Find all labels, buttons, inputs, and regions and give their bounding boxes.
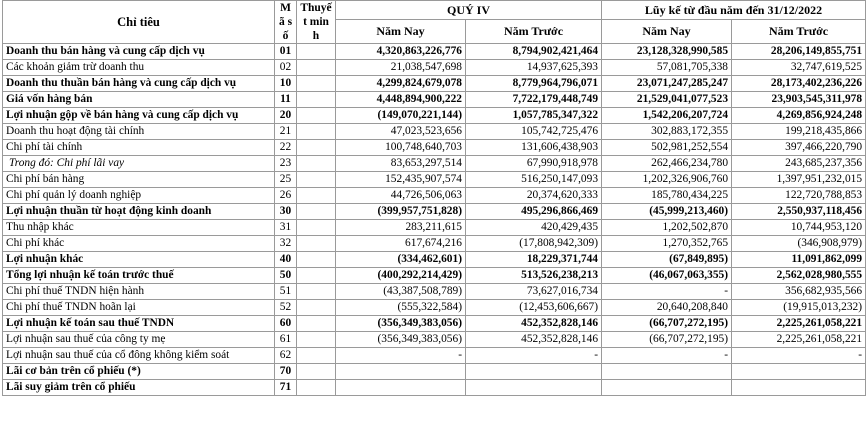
- row-q4-prev-year: 67,990,918,978: [466, 156, 602, 172]
- row-ytd-this-year: (45,999,213,460): [602, 204, 732, 220]
- row-label: Lợi nhuận kế toán sau thuế TNDN: [3, 316, 275, 332]
- row-code: 71: [275, 380, 297, 396]
- row-q4-this-year: 21,038,547,698: [336, 60, 466, 76]
- row-code: 23: [275, 156, 297, 172]
- row-note: [297, 124, 336, 140]
- row-code: 61: [275, 332, 297, 348]
- table-row: [3, 332, 866, 348]
- row-ytd-prev-year: (346,908,979): [732, 236, 866, 252]
- table-row: [3, 76, 866, 92]
- row-code: 50: [275, 268, 297, 284]
- row-ytd-this-year: 302,883,172,355: [602, 124, 732, 140]
- row-code: 40: [275, 252, 297, 268]
- table-row: [3, 300, 866, 316]
- row-note: [297, 268, 336, 284]
- row-ytd-prev-year: 2,550,937,118,456: [732, 204, 866, 220]
- row-label: Lợi nhuận sau thuế của công ty mẹ: [3, 332, 275, 348]
- table-row: [3, 188, 866, 204]
- row-q4-this-year: 83,653,297,514: [336, 156, 466, 172]
- row-q4-prev-year: 105,742,725,476: [466, 124, 602, 140]
- row-ytd-this-year: 23,128,328,990,585: [602, 44, 732, 60]
- header-ytd-nam-truoc: Năm Trước: [732, 19, 866, 43]
- header-group-ytd: Lũy kế từ đầu năm đến 31/12/2022: [602, 1, 866, 20]
- row-label: Doanh thu bán hàng và cung cấp dịch vụ: [3, 44, 275, 60]
- row-note: [297, 348, 336, 364]
- row-ytd-prev-year: (19,915,013,232): [732, 300, 866, 316]
- row-ytd-this-year: 1,202,502,870: [602, 220, 732, 236]
- row-q4-prev-year: 452,352,828,146: [466, 316, 602, 332]
- row-ytd-prev-year: 243,685,237,356: [732, 156, 866, 172]
- row-q4-prev-year: 1,057,785,347,322: [466, 108, 602, 124]
- row-ytd-this-year: [602, 364, 732, 380]
- table-row: [3, 156, 866, 172]
- row-q4-this-year: (43,387,508,789): [336, 284, 466, 300]
- row-ytd-prev-year: 1,397,951,232,015: [732, 172, 866, 188]
- table-row: [3, 204, 866, 220]
- row-ytd-prev-year: 10,744,953,120: [732, 220, 866, 236]
- table-row: [3, 380, 866, 396]
- row-q4-this-year: [336, 364, 466, 380]
- row-label: Lợi nhuận thuần từ hoạt động kinh doanh: [3, 204, 275, 220]
- row-ytd-prev-year: 397,466,220,790: [732, 140, 866, 156]
- row-code: 02: [275, 60, 297, 76]
- header-q4-nam-nay: Năm Nay: [336, 19, 466, 43]
- row-label: Lợi nhuận sau thuế của cổ đông không kiểm soát: [3, 348, 275, 364]
- row-ytd-this-year: 23,071,247,285,247: [602, 76, 732, 92]
- row-ytd-prev-year: 199,218,435,866: [732, 124, 866, 140]
- row-q4-prev-year: 18,229,371,744: [466, 252, 602, 268]
- row-code: 51: [275, 284, 297, 300]
- row-q4-this-year: (334,462,601): [336, 252, 466, 268]
- header-ytd-nam-nay: Năm Nay: [602, 19, 732, 43]
- row-code: 52: [275, 300, 297, 316]
- row-ytd-prev-year: 28,173,402,236,226: [732, 76, 866, 92]
- row-note: [297, 380, 336, 396]
- table-row: [3, 44, 866, 60]
- row-label: Lãi cơ bản trên cổ phiếu (*): [3, 364, 275, 380]
- row-q4-this-year: (149,070,221,144): [336, 108, 466, 124]
- row-note: [297, 188, 336, 204]
- row-q4-this-year: 4,320,863,226,776: [336, 44, 466, 60]
- row-q4-this-year: (356,349,383,056): [336, 316, 466, 332]
- row-q4-this-year: 47,023,523,656: [336, 124, 466, 140]
- row-label: Trong đó: Chi phí lãi vay: [3, 156, 275, 172]
- row-q4-this-year: 100,748,640,703: [336, 140, 466, 156]
- row-ytd-this-year: 1,270,352,765: [602, 236, 732, 252]
- row-q4-prev-year: 8,779,964,796,071: [466, 76, 602, 92]
- table-row: [3, 252, 866, 268]
- row-code: 62: [275, 348, 297, 364]
- row-code: 30: [275, 204, 297, 220]
- row-label: Lãi suy giảm trên cổ phiếu: [3, 380, 275, 396]
- row-ytd-this-year: (66,707,272,195): [602, 332, 732, 348]
- row-q4-prev-year: 73,627,016,734: [466, 284, 602, 300]
- row-q4-this-year: [336, 380, 466, 396]
- table-row: [3, 108, 866, 124]
- row-ytd-this-year: (66,707,272,195): [602, 316, 732, 332]
- row-ytd-this-year: -: [602, 284, 732, 300]
- row-label: Lợi nhuận gộp về bán hàng và cung cấp dịch vụ: [3, 108, 275, 124]
- header-group-q4: QUÝ IV: [336, 1, 602, 20]
- row-ytd-this-year: 502,981,252,554: [602, 140, 732, 156]
- row-note: [297, 284, 336, 300]
- row-note: [297, 252, 336, 268]
- row-note: [297, 156, 336, 172]
- row-ytd-prev-year: 32,747,619,525: [732, 60, 866, 76]
- row-label: Chi phí tài chính: [3, 140, 275, 156]
- row-label: Lợi nhuận khác: [3, 252, 275, 268]
- row-ytd-this-year: 57,081,705,338: [602, 60, 732, 76]
- row-q4-prev-year: (12,453,606,667): [466, 300, 602, 316]
- income-statement-table: [2, 0, 866, 396]
- row-ytd-this-year: 21,529,041,077,523: [602, 92, 732, 108]
- row-ytd-prev-year: 23,903,545,311,978: [732, 92, 866, 108]
- row-q4-prev-year: -: [466, 348, 602, 364]
- row-q4-this-year: 4,448,894,900,222: [336, 92, 466, 108]
- header-q4-nam-truoc: Năm Trước: [466, 19, 602, 43]
- row-ytd-this-year: [602, 380, 732, 396]
- row-label: Doanh thu hoạt động tài chính: [3, 124, 275, 140]
- row-note: [297, 172, 336, 188]
- row-q4-prev-year: 8,794,902,421,464: [466, 44, 602, 60]
- row-label: Chi phí thuế TNDN hiện hành: [3, 284, 275, 300]
- table-row: [3, 172, 866, 188]
- row-label: Các khoản giảm trừ doanh thu: [3, 60, 275, 76]
- row-q4-prev-year: 14,937,625,393: [466, 60, 602, 76]
- table-row: [3, 364, 866, 380]
- row-q4-prev-year: 495,296,866,469: [466, 204, 602, 220]
- row-q4-prev-year: 513,526,238,213: [466, 268, 602, 284]
- row-code: 10: [275, 76, 297, 92]
- row-q4-prev-year: 7,722,179,448,749: [466, 92, 602, 108]
- row-ytd-prev-year: 122,720,788,853: [732, 188, 866, 204]
- row-ytd-this-year: (46,067,063,355): [602, 268, 732, 284]
- header-ma-so: Mã số: [275, 1, 297, 44]
- row-q4-this-year: 617,674,216: [336, 236, 466, 252]
- row-code: 22: [275, 140, 297, 156]
- row-note: [297, 76, 336, 92]
- table-row: [3, 284, 866, 300]
- row-q4-prev-year: 516,250,147,093: [466, 172, 602, 188]
- row-q4-prev-year: 420,429,435: [466, 220, 602, 236]
- row-q4-this-year: (399,957,751,828): [336, 204, 466, 220]
- row-ytd-prev-year: 2,562,028,980,555: [732, 268, 866, 284]
- row-q4-prev-year: [466, 380, 602, 396]
- table-row: [3, 268, 866, 284]
- row-ytd-this-year: 1,542,206,207,724: [602, 108, 732, 124]
- table-row: [3, 316, 866, 332]
- row-q4-prev-year: 452,352,828,146: [466, 332, 602, 348]
- row-note: [297, 60, 336, 76]
- row-note: [297, 204, 336, 220]
- row-ytd-prev-year: -: [732, 348, 866, 364]
- row-note: [297, 236, 336, 252]
- row-ytd-prev-year: 28,206,149,855,751: [732, 44, 866, 60]
- row-q4-this-year: (555,322,584): [336, 300, 466, 316]
- row-note: [297, 140, 336, 156]
- row-note: [297, 316, 336, 332]
- row-note: [297, 300, 336, 316]
- row-note: [297, 108, 336, 124]
- row-q4-this-year: 152,435,907,574: [336, 172, 466, 188]
- row-code: 20: [275, 108, 297, 124]
- row-ytd-prev-year: 2,225,261,058,221: [732, 316, 866, 332]
- row-ytd-prev-year: 2,225,261,058,221: [732, 332, 866, 348]
- row-ytd-this-year: -: [602, 348, 732, 364]
- row-note: [297, 92, 336, 108]
- row-ytd-prev-year: 11,091,862,099: [732, 252, 866, 268]
- row-code: 32: [275, 236, 297, 252]
- row-ytd-prev-year: 4,269,856,924,248: [732, 108, 866, 124]
- row-q4-this-year: 283,211,615: [336, 220, 466, 236]
- row-q4-prev-year: [466, 364, 602, 380]
- row-q4-this-year: 44,726,506,063: [336, 188, 466, 204]
- row-code: 70: [275, 364, 297, 380]
- row-q4-prev-year: (17,808,942,309): [466, 236, 602, 252]
- row-note: [297, 332, 336, 348]
- row-label: Chi phí bán hàng: [3, 172, 275, 188]
- table-row: [3, 348, 866, 364]
- row-ytd-prev-year: [732, 364, 866, 380]
- row-ytd-this-year: 185,780,434,225: [602, 188, 732, 204]
- table-row: [3, 60, 866, 76]
- row-code: 21: [275, 124, 297, 140]
- row-label: Tổng lợi nhuận kế toán trước thuế: [3, 268, 275, 284]
- row-q4-prev-year: 20,374,620,333: [466, 188, 602, 204]
- row-code: 60: [275, 316, 297, 332]
- row-code: 01: [275, 44, 297, 60]
- row-label: Chi phí khác: [3, 236, 275, 252]
- row-q4-this-year: (400,292,214,429): [336, 268, 466, 284]
- header-chi-tieu: Chỉ tiêu: [3, 1, 275, 44]
- table-row: [3, 92, 866, 108]
- row-q4-prev-year: 131,606,438,903: [466, 140, 602, 156]
- row-ytd-this-year: 20,640,208,840: [602, 300, 732, 316]
- row-ytd-prev-year: [732, 380, 866, 396]
- row-note: [297, 364, 336, 380]
- table-row: [3, 140, 866, 156]
- row-code: 25: [275, 172, 297, 188]
- row-label: Thu nhập khác: [3, 220, 275, 236]
- row-code: 26: [275, 188, 297, 204]
- row-code: 31: [275, 220, 297, 236]
- row-q4-this-year: -: [336, 348, 466, 364]
- row-code: 11: [275, 92, 297, 108]
- table-row: [3, 220, 866, 236]
- row-ytd-prev-year: 356,682,935,566: [732, 284, 866, 300]
- row-q4-this-year: (356,349,383,056): [336, 332, 466, 348]
- row-label: Doanh thu thuần bán hàng và cung cấp dịch vụ: [3, 76, 275, 92]
- table-row: [3, 236, 866, 252]
- row-label: Chi phí thuế TNDN hoãn lại: [3, 300, 275, 316]
- table-row: [3, 124, 866, 140]
- row-q4-this-year: 4,299,824,679,078: [336, 76, 466, 92]
- row-label: Chi phí quản lý doanh nghiệp: [3, 188, 275, 204]
- row-note: [297, 44, 336, 60]
- row-ytd-this-year: (67,849,895): [602, 252, 732, 268]
- row-ytd-this-year: 1,202,326,906,760: [602, 172, 732, 188]
- row-label: Giá vốn hàng bán: [3, 92, 275, 108]
- row-ytd-this-year: 262,466,234,780: [602, 156, 732, 172]
- row-note: [297, 220, 336, 236]
- header-thuyet-minh: Thuyết minh: [297, 1, 336, 44]
